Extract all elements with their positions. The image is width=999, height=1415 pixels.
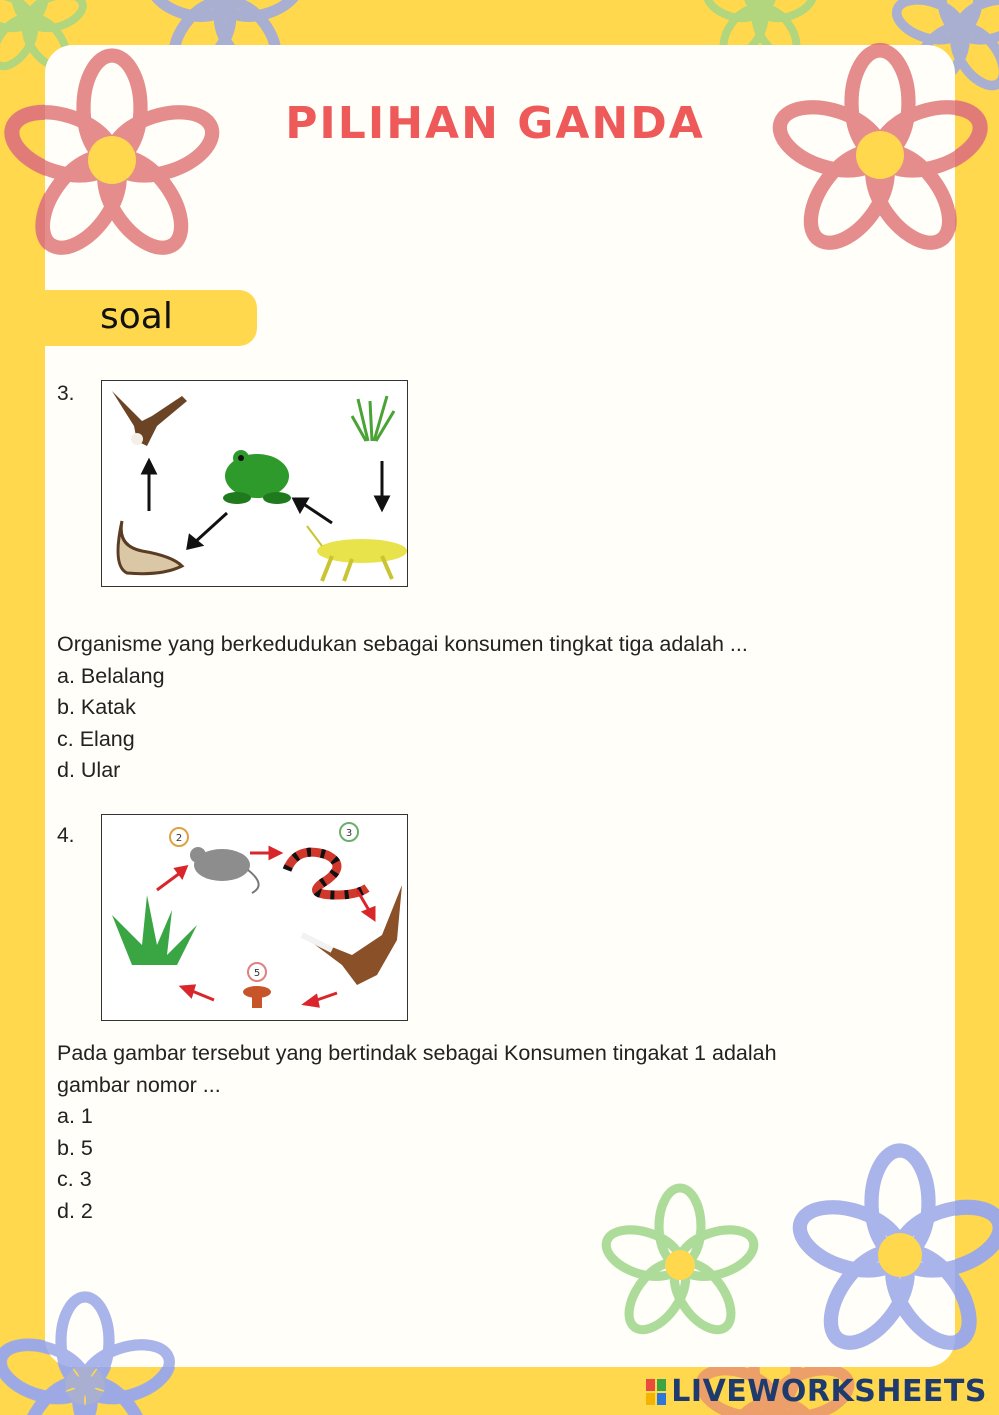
question-number: 4. (57, 824, 75, 847)
section-label: soal (100, 296, 173, 337)
option-c[interactable]: c. 3 (57, 1167, 92, 1191)
page-title: PILIHAN GANDA (285, 98, 705, 149)
food-chain-grass-grasshopper-frog-snake-eagle-icon (102, 381, 407, 586)
option-d[interactable]: d. Ular (57, 758, 121, 782)
question-block (57, 629, 917, 787)
section-tab (45, 290, 257, 346)
question-image (101, 380, 408, 587)
liveworksheets-logo-icon (645, 1378, 667, 1406)
option-c[interactable]: c. Elang (57, 726, 135, 751)
question-text-line1: Pada gambar tersebut yang bertindak sebagai Konsumen tingakat 1 adalah (57, 1041, 777, 1065)
option-b[interactable]: b. 5 (57, 1135, 93, 1160)
option-b[interactable]: b. Katak (57, 695, 136, 719)
badge-2: 2 (175, 833, 183, 844)
brand-name: LIVEWORKSHEETS (671, 1374, 987, 1409)
question-text: Organisme yang berkedudukan sebagai konsumen tingkat tiga adalah ... (57, 632, 748, 656)
food-chain-grass-mouse-snake-eagle-fungus-icon (102, 815, 407, 1020)
question-number: 3. (57, 382, 75, 405)
question-image (101, 814, 408, 1021)
question-block (57, 1038, 917, 1227)
brand-logo (645, 1374, 987, 1409)
option-a[interactable]: a. 1 (57, 1104, 93, 1128)
option-a[interactable]: a. Belalang (57, 663, 165, 688)
badge-5: 5 (253, 968, 261, 979)
option-d[interactable]: d. 2 (57, 1198, 93, 1223)
question-text-line2: gambar nomor ... (57, 1072, 221, 1097)
badge-3: 3 (345, 828, 353, 839)
